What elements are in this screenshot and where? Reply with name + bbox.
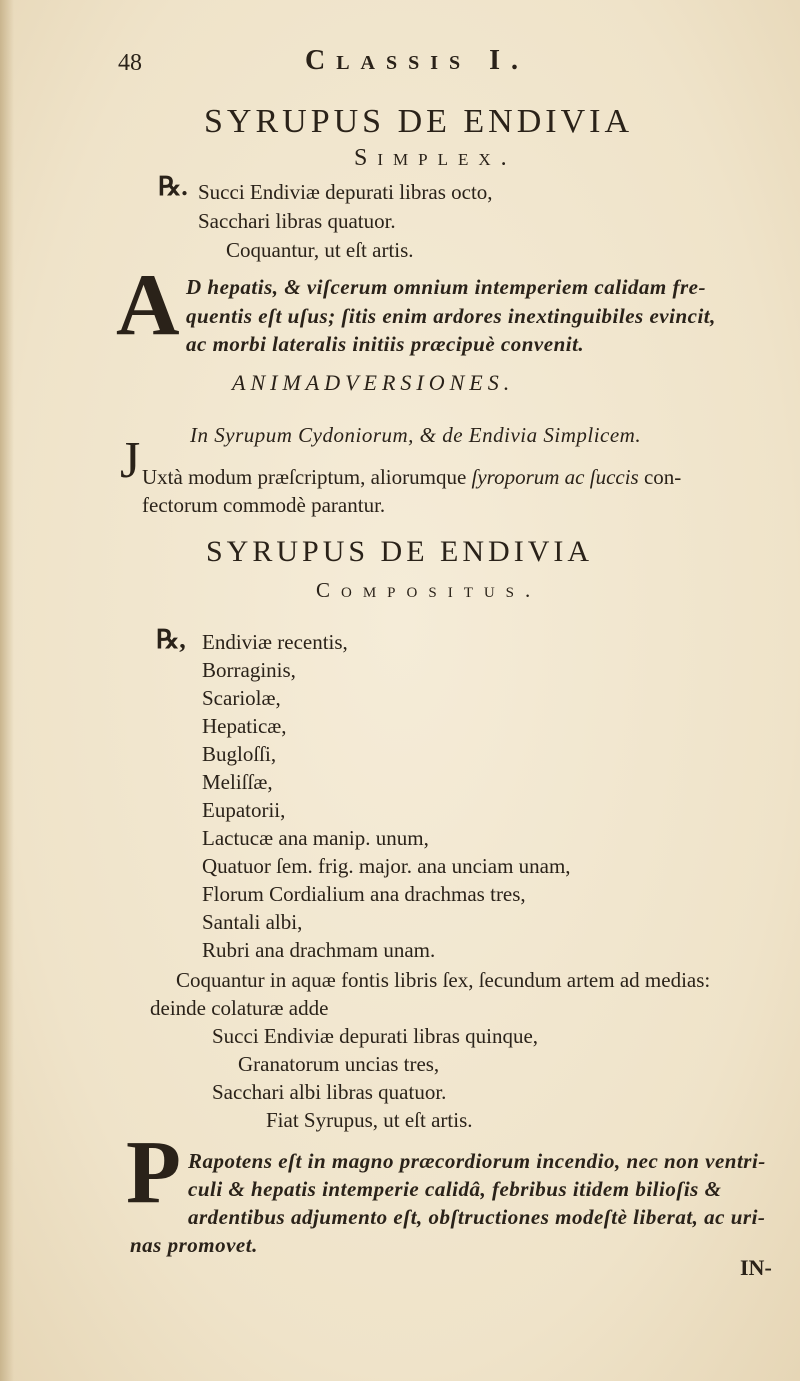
body-line: quentis eſt uſus; ſitis enim ardores inextinguibiles evincit, [186, 304, 716, 328]
section-subtitle-simplex: Simplex. [354, 145, 517, 171]
drop-cap: A [116, 257, 180, 354]
body-line: fectorum commodè parantur. [142, 493, 386, 517]
animadversiones-subheading: In Syrupum Cydoniorum, & de Endivia Simplicem. [190, 423, 642, 447]
addition-line: Sacchari albi libras quatuor. [212, 1080, 447, 1104]
ingredient-line: Bugloſſi, [202, 742, 277, 766]
page-edge-shadow [0, 0, 14, 1381]
final-line: Fiat Syrupus, ut eſt artis. [266, 1108, 473, 1132]
ingredient-line: Santali albi, [202, 910, 303, 934]
recipe-line: Sacchari libras quatuor. [198, 209, 396, 233]
recipe-line: Succi Endiviæ depurati libras octo, [198, 180, 493, 204]
drop-cap: P [126, 1123, 181, 1222]
section-title-simplex: SYRUPUS DE ENDIVIA [204, 103, 634, 140]
body-line: ardentibus adjumento eſt, obſtructiones modeſtè liberat, ac uri- [188, 1205, 766, 1229]
body-line: Uxtà modum præſcriptum, aliorumque ſyroporum ac ſuccis con- [142, 465, 682, 489]
recipe-line: Coquantur, ut eſt artis. [226, 238, 414, 262]
ingredient-line: Borraginis, [202, 658, 296, 682]
catchword: IN- [740, 1255, 772, 1280]
addition-line: Granatorum uncias tres, [238, 1052, 440, 1076]
body-line: ac morbi lateralis initiis præcipuè convenit. [186, 332, 585, 356]
section-subtitle-compositus: Compositus. [316, 578, 542, 602]
ingredient-line: Florum Cordialium ana drachmas tres, [202, 882, 526, 906]
ingredient-line: Eupatorii, [202, 798, 286, 822]
ingredient-line: Rubri ana drachmam unam. [202, 938, 436, 962]
body-line: culi & hepatis intemperie calidâ, febribus itidem bilioſis & [188, 1177, 722, 1201]
animadversiones-heading: ANIMADVERSIONES. [232, 370, 515, 395]
rx-symbol: ℞. [158, 172, 188, 201]
page-number: 48 [118, 50, 142, 76]
ingredient-line: Hepaticæ, [202, 714, 287, 738]
method-line: deinde colaturæ adde [150, 996, 329, 1020]
ingredient-line: Meliſſæ, [202, 770, 273, 794]
rx-symbol: ℞, [156, 625, 186, 654]
ingredient-line: Quatuor ſem. frig. major. ana unciam unam, [202, 854, 571, 878]
addition-line: Succi Endiviæ depurati libras quinque, [212, 1024, 539, 1048]
ingredient-line: Scariolæ, [202, 686, 281, 710]
drop-cap: J [120, 432, 141, 489]
section-title-compositus: SYRUPUS DE ENDIVIA [206, 535, 594, 568]
body-line: nas promovet. [130, 1233, 258, 1257]
ingredient-line: Lactucæ ana manip. unum, [202, 826, 429, 850]
running-head: Classis I. [305, 45, 530, 76]
body-line: Rapotens eſt in magno præcordiorum incendio, nec non ventri- [188, 1149, 766, 1173]
body-line: D hepatis, & viſcerum omnium intemperiem calidam fre- [186, 275, 706, 299]
method-line: Coquantur in aquæ fontis libris ſex, ſecundum artem ad medias: [176, 968, 711, 992]
ingredient-line: Endiviæ recentis, [202, 630, 348, 654]
